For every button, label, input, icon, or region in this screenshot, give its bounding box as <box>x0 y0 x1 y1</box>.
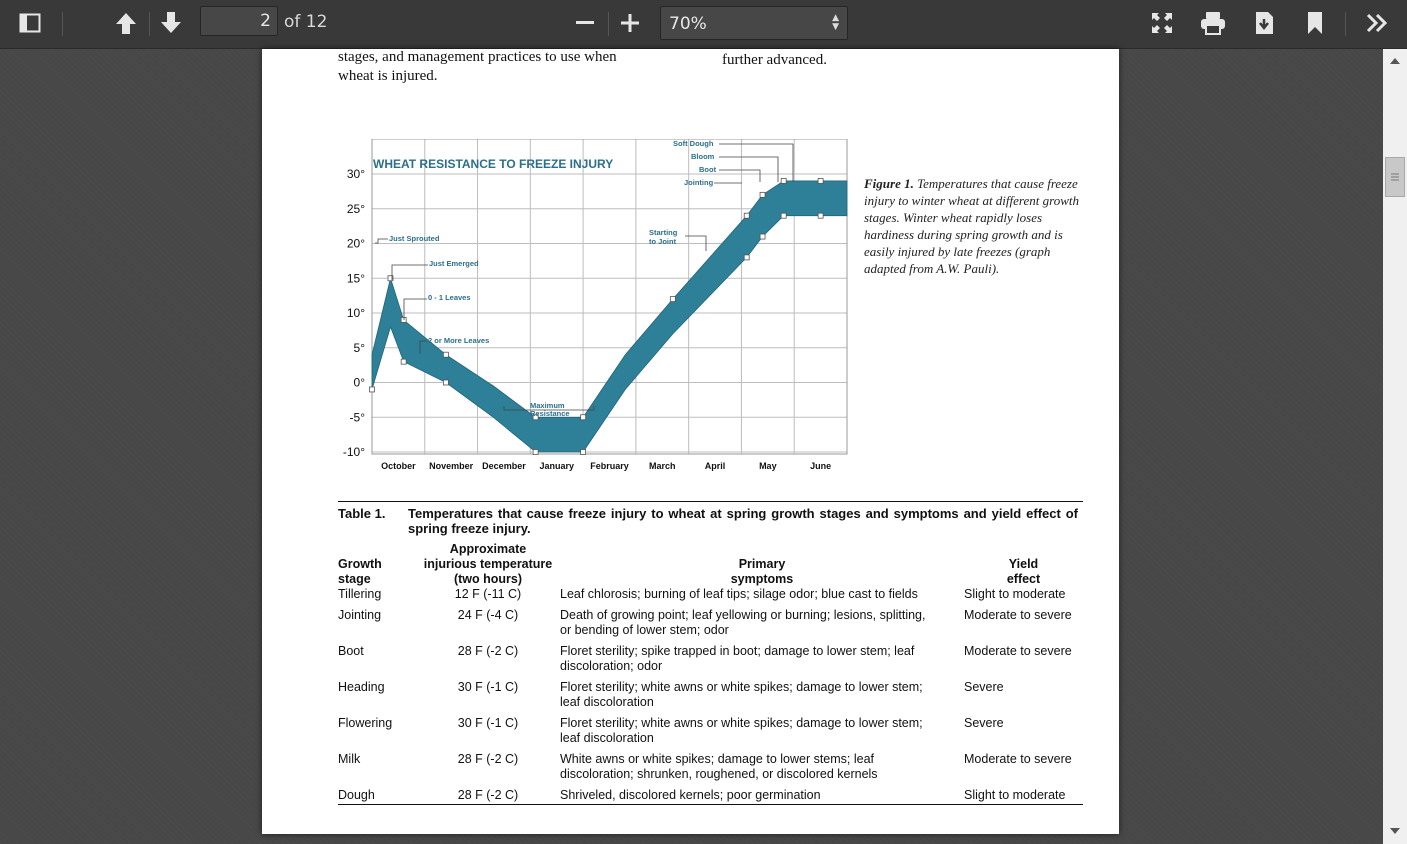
page-count-label: of 12 <box>284 12 328 32</box>
y-tick-label: 10° <box>346 306 365 320</box>
table-title: Temperatures that cause freeze injury to wheat at spring growth stages and symptoms and yield effect of spring freeze injury. <box>408 506 1078 536</box>
table-cell-stage: Boot <box>338 644 364 658</box>
table-cell-symptoms: Floret sterility; white awns or white spikes; damage to lower stem; leaf discoloration <box>560 680 923 709</box>
toolbar <box>0 0 1407 49</box>
zoom-out-icon[interactable] <box>570 9 600 37</box>
scrollbar-thumb[interactable] <box>1385 157 1405 197</box>
data-point <box>760 192 765 197</box>
header-symptoms: Primary symptoms <box>730 557 794 586</box>
annotation-just-sprouted: Just Sprouted <box>389 234 440 243</box>
y-tick-label: 20° <box>346 236 365 251</box>
y-tick-label: 5° <box>353 340 365 355</box>
body-text-line: stages, and management practices to use when <box>338 49 617 65</box>
table-cell-symptoms: Shriveled, discolored kernels; poor germination <box>560 788 964 805</box>
annotation-soft-dough: Soft Dough <box>673 139 714 148</box>
table-cell-temp: 12 F (-11 C) <box>454 587 522 601</box>
data-point <box>744 213 749 218</box>
table-cell-yield: Slight to moderate <box>964 788 1083 805</box>
table-cell-symptoms: White awns or white spikes; damage to lower stems; leaf discoloration; shrunken, roughened, or discolored kernels <box>560 752 878 781</box>
table-cell-temp: 30 F (-1 C) <box>457 680 519 694</box>
sidebar-toggle-icon[interactable] <box>15 9 45 37</box>
data-point <box>443 352 448 357</box>
data-point <box>581 450 586 455</box>
table-cell-temp: 28 F (-2 C) <box>457 644 519 658</box>
figure-caption-text: Temperatures that cause freeze injury to winter wheat at different growth stages. Winter wheat rapidly loses hardiness during spring growth and is easily injured by late freezes (graph adapted from A.W. Pauli). <box>864 176 1079 276</box>
freeze-injury-chart <box>330 139 860 479</box>
download-icon[interactable] <box>1249 9 1279 37</box>
x-tick-label: February <box>590 461 629 471</box>
table-caption <box>338 501 1083 536</box>
annotation-maximum-resistance-2: Resistance <box>530 409 570 418</box>
bookmark-icon[interactable] <box>1300 9 1330 37</box>
presentation-mode-icon[interactable] <box>1147 9 1177 37</box>
freeze-injury-table <box>338 542 1083 805</box>
data-point <box>781 178 786 183</box>
table-row <box>338 788 1083 805</box>
scroll-down-icon <box>1389 827 1401 835</box>
header-growth-stage: Growth stage <box>338 557 382 586</box>
x-tick-label: March <box>649 461 676 471</box>
table-header-row <box>338 542 1083 587</box>
table-cell-stage: Jointing <box>338 608 382 622</box>
table-cell-stage: Milk <box>338 752 361 766</box>
table-cell-yield: Moderate to severe <box>964 644 1072 658</box>
annotation-maximum-resistance: Maximum <box>530 401 565 410</box>
data-point <box>781 213 786 218</box>
zoom-select[interactable] <box>660 6 848 40</box>
y-tick-label: 15° <box>346 271 365 286</box>
annotation-starting-to-joint-2: to Joint <box>649 237 677 246</box>
figure-caption <box>864 175 1079 277</box>
table-cell-stage: Tillering <box>338 587 382 601</box>
table-1 <box>338 501 1083 805</box>
y-axis-ticks <box>343 167 365 459</box>
x-tick-label: November <box>429 461 474 471</box>
y-tick-label: 30° <box>346 167 365 181</box>
table-cell-stage: Heading <box>338 680 385 694</box>
scroll-up-icon <box>1389 57 1401 65</box>
table-cell-temp: 30 F (-1 C) <box>457 716 519 730</box>
table-cell-symptoms: Floret sterility; white awns or white spikes; damage to lower stem; leaf discoloration <box>560 716 923 745</box>
next-page-icon[interactable] <box>156 9 186 37</box>
table-cell-yield: Slight to moderate <box>964 587 1066 601</box>
table-cell-yield: Moderate to severe <box>964 752 1072 766</box>
y-tick-label: -10° <box>342 445 365 459</box>
y-tick-label: -5° <box>349 410 365 425</box>
chart-title: WHEAT RESISTANCE TO FREEZE INJURY <box>373 157 614 171</box>
table-cell-stage: Flowering <box>338 716 393 730</box>
data-point <box>401 359 406 364</box>
table-row <box>338 752 1083 788</box>
table-cell-temp: 28 F (-2 C) <box>457 752 519 766</box>
x-tick-label: December <box>482 461 526 471</box>
x-tick-label: October <box>381 461 416 471</box>
table-cell-symptoms: Floret sterility; spike trapped in boot; damage to lower stem; leaf discoloration; odor <box>560 644 915 673</box>
data-point <box>443 380 448 385</box>
x-tick-label: January <box>539 461 574 471</box>
document-viewer[interactable] <box>0 49 1407 844</box>
x-tick-label: June <box>810 461 832 471</box>
data-point <box>670 297 675 302</box>
data-point <box>760 234 765 239</box>
header-yield: Yield effect <box>1006 557 1041 586</box>
table-cell-stage: Dough <box>338 788 416 805</box>
table-row <box>338 644 1083 680</box>
table-cell-symptoms: Leaf chlorosis; burning of leaf tips; silage odor; blue cast to fields <box>560 587 918 601</box>
zoom-value: 70% <box>669 14 707 34</box>
table-cell-symptoms: Death of growing point; leaf yellowing or burning; lesions, splitting, or bending of lower stem; odor <box>560 608 926 637</box>
table-row <box>338 716 1083 752</box>
data-point <box>533 450 538 455</box>
x-tick-label: May <box>759 461 777 471</box>
y-tick-label: 0° <box>353 375 365 390</box>
table-cell-yield: Severe <box>964 680 1004 694</box>
select-arrows-icon: ▲ ▼ <box>832 13 839 32</box>
table-number: Table 1. <box>338 506 386 521</box>
thumb-grip-icon <box>1386 158 1404 196</box>
body-text-line: further advanced. <box>722 52 827 68</box>
table-row <box>338 587 1083 608</box>
header-temperature: Approximate injurious temperature (two hours) <box>423 542 553 586</box>
annotation-just-emerged: Just Emerged <box>429 259 479 268</box>
x-axis-ticks <box>381 461 831 471</box>
data-point <box>744 255 749 260</box>
page-number-input[interactable] <box>200 6 278 36</box>
table-cell-yield: Severe <box>964 716 1004 730</box>
table-cell-temp: 24 F (-4 C) <box>457 608 519 622</box>
table-cell-temp: 28 F (-2 C) <box>416 788 560 805</box>
annotation-jointing: Jointing <box>684 178 714 187</box>
annotation-0-1-leaves: 0 - 1 Leaves <box>428 293 471 302</box>
figure-caption-label: Figure 1. <box>864 176 914 191</box>
body-text-line: wheat is injured. <box>338 68 438 84</box>
tools-icon[interactable] <box>1362 9 1392 37</box>
data-point <box>818 213 823 218</box>
data-point <box>581 415 586 420</box>
zoom-in-icon[interactable] <box>615 9 645 37</box>
print-icon[interactable] <box>1198 9 1228 37</box>
data-point <box>370 387 375 392</box>
y-tick-label: 25° <box>346 201 365 216</box>
table-row <box>338 680 1083 716</box>
previous-page-icon[interactable] <box>111 9 141 37</box>
annotation-starting-to-joint: Starting <box>649 228 678 237</box>
annotation-2-or-more-leaves: 2 or More Leaves <box>428 336 490 345</box>
annotation-boot: Boot <box>699 165 717 174</box>
x-tick-label: April <box>704 461 726 471</box>
table-cell-yield: Moderate to severe <box>964 608 1072 622</box>
data-point <box>818 178 823 183</box>
table-row <box>338 608 1083 644</box>
annotation-bloom: Bloom <box>691 152 715 161</box>
